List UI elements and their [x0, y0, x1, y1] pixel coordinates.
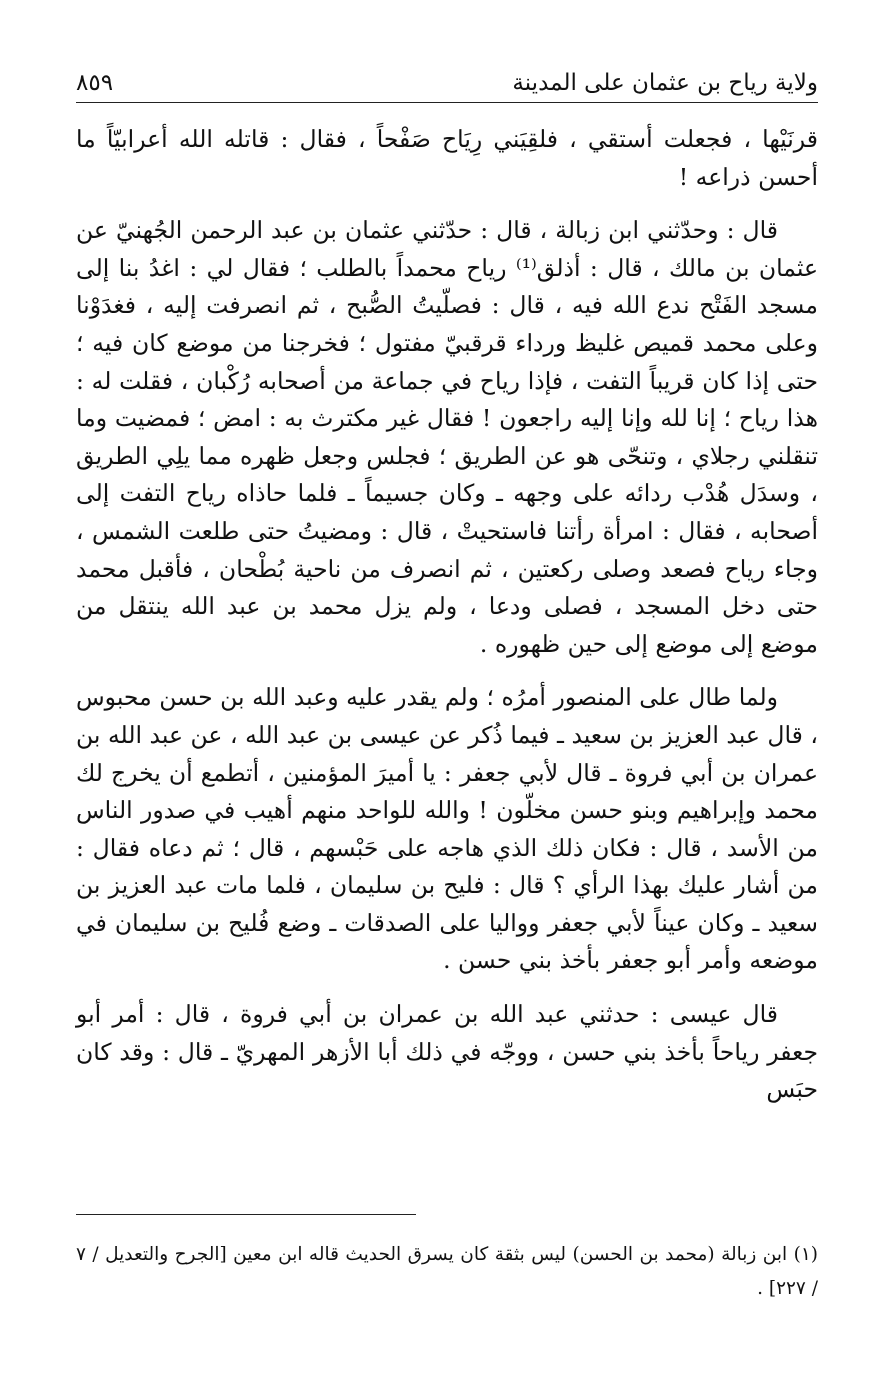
running-title: ولاية رياح بن عثمان على المدينة	[512, 70, 818, 96]
paragraph: قرنَيْها ، فجعلت أستقي ، فلقِيَني رِيَاح صَفْحاً ، فقال : قاتله الله أعرابيّاً ما أحسن ذراعه !	[76, 125, 818, 191]
paragraph: قال : وحدّثني ابن زبالة ، قال : حدّثني عثمان بن عبد الرحمن الجُهنيّ عن عثمان بن مالك ، قال : أذلق⁽¹⁾ رياح محمداً بالطلب ؛ فقال لي : اغدُ بنا إلى مسجد الفَتْح ندع الله فيه ، قال : فصلّيتُ الصُّبح ، ثم انصرفت إليه ، فغدَوْنا وعلى محمد قميص غليظ ورداء قرقبيّ مفتول ؛ فخرجنا من موضع كان فيه ؛ حتى إذا كان قريباً التفت ، فإذا رياح في جماعة من أصحابه رُكْبان ، فقلت له : هذا رياح ؛ إنا لله وإنا إليه راجعون ! فقال غير مكترث به : امض ؛ فمضيت وما تنقلني رجلاي ، وتنحّى هو عن الطريق ؛ فجلس وجعل ظهره مما يلِي الطريق ، وسدَل هُدْب ردائه على وجهه ـ وكان جسيماً ـ فلما حاذاه رياح التفت إلى أصحابه ، فقال : امرأة رأتنا فاستحيتْ ، قال : ومضيتُ حتى طلعت الشمس ، وجاء رياح فصعد وصلى ركعتين ، ثم انصرف من ناحية بُطْحان ، فأقبل محمد حتى دخل المسجد ، فصلى ودعا ، ولم يزل محمد بن عبد الله ينتقل من موضع إلى موضع إلى حين ظهوره .	[76, 216, 819, 658]
footnote: (١) ابن زبالة (محمد بن الحسن) ليس بثقة كان يسرق الحديث قاله ابن معين [الجرح والتعديل / ٧ / ٢٢٧] .	[76, 1244, 818, 1299]
paragraph: قال عيسى : حدثني عبد الله بن عمران بن أبي فروة ، قال : أمر أبو جعفر رياحاً بأخذ بني حسن ، ووجّه في ذلك أبا الأزهر المهريّ ـ قال : وقد كان حبَس	[76, 1000, 818, 1104]
body-text	[76, 121, 818, 1109]
paragraph: ولما طال على المنصور أمرُه ؛ ولم يقدر عليه وعبد الله بن حسن محبوس ، قال عبد العزيز بن سعيد ـ فيما ذُكر عن عيسى بن عبد الله ، عن عبد الله بن عمران بن أبي فروة ـ قال لأبي جعفر : يا أميرَ المؤمنين ، أتطمع أن يخرج لك محمد وإبراهيم وبنو حسن مخلّون ! والله للواحد منهم أهيب في صدور الناس من الأسد ، قال : فكان ذلك الذي هاجه على حَبْسهم ، قال ؛ ثم دعاه فقال : من أشار عليك بهذا الرأي ؟ قال : فليح بن سليمان ، فلما مات عبد العزيز بن سعيد ـ وكان عيناً لأبي جعفر وواليا على الصدقات ـ وضع فُليح بن سليمان في موضعه وأمر أبو جعفر بأخذ بني حسن .	[76, 683, 818, 975]
document-page	[76, 54, 819, 1299]
footnote-divider	[76, 1214, 416, 1215]
page-number: ٨٥٩	[76, 70, 114, 96]
page-header	[76, 54, 818, 103]
